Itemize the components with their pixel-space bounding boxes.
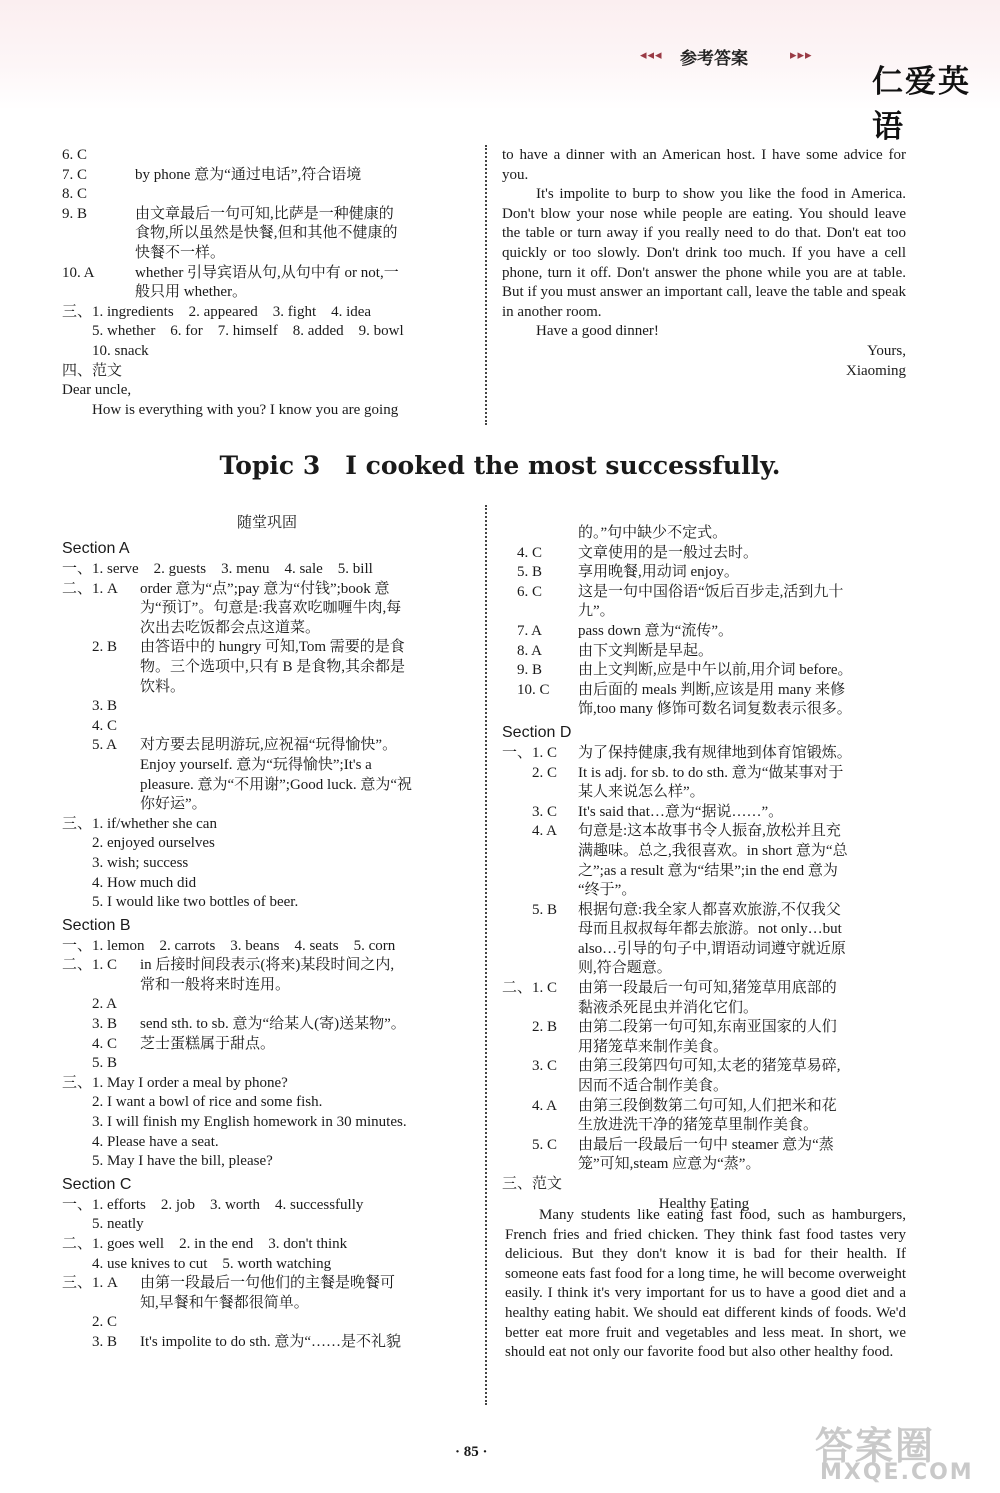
answer-number: 一、1. lemon 2. carrots 3. beans 4. seats 5. corn — [62, 937, 396, 954]
answer-line — [502, 901, 906, 921]
answer-explanation: 由第三段倒数第二句可知,人们把米和花 — [578, 1097, 837, 1114]
answer-line — [502, 881, 906, 901]
answer-line — [62, 322, 472, 342]
answer-explanation: 满趣味。总之,我很喜欢。in short 意为“总 — [578, 842, 848, 859]
answer-line — [62, 1093, 472, 1113]
answer-line — [62, 342, 472, 362]
header-arrows-left: ◂◂◂ — [640, 48, 663, 63]
answer-explanation: 知,早餐和午餐都很简单。 — [140, 1294, 309, 1311]
answer-number: 三、1. A — [62, 1275, 118, 1292]
answer-explanation: It is adj. for sb. to do sth. 意为“做某事对于 — [578, 764, 844, 781]
answer-line — [62, 381, 472, 401]
answer-line — [62, 1196, 472, 1216]
essay-body: Many students like eating fast food, such as hamburgers, French fries and fried chicken. They think fast food tastes very delicious. But they don't know it is bad for their health. If someone eats fast food for a long time, he will become overweight easily. I think it's very important for us to have a good diet and a healthy eating habit. We should eat different kinds of foods. We'd better eat more fruit and vegetables and less meat. In short, we should eat not only our favorite food but also other healthy food. — [505, 1207, 906, 1361]
answer-number: 10. A — [62, 264, 95, 281]
answer-line — [502, 862, 906, 882]
answer-explanation: 由上文判断,应是中午以前,用介词 before。 — [578, 662, 853, 679]
column-divider-bottom — [485, 505, 487, 1405]
answer-explanation: It's said that…意为“据说……”。 — [578, 803, 784, 820]
answer-explanation: 生放进洗干净的猪笼草里制作美食。 — [578, 1117, 819, 1134]
answer-line — [502, 1077, 906, 1097]
answer-line — [502, 681, 906, 701]
answer-explanation: 对方要去昆明游玩,应祝福“玩得愉快”。 — [140, 737, 398, 754]
answer-line — [502, 1097, 906, 1117]
right-column-answers — [502, 524, 906, 1214]
answer-line — [62, 303, 472, 323]
answer-line — [502, 700, 906, 720]
answer-line — [62, 1074, 472, 1094]
answer-number: How is everything with you? I know you are going — [62, 401, 399, 418]
answer-line — [62, 580, 472, 600]
answer-explanation: 常和一般将来时连用。 — [140, 976, 291, 993]
answer-line — [62, 854, 472, 874]
answer-number: 5. I would like two bottles of beer. — [62, 894, 299, 911]
answer-explanation: 由第一段最后一句他们的主餐是晚餐可 — [140, 1275, 396, 1292]
answer-line — [62, 560, 472, 580]
answer-number: 5. May I have the bill, please? — [62, 1153, 273, 1170]
answer-explanation: 食物,所以虽然是快餐,但和其他不健康的 — [135, 225, 398, 242]
answer-explanation: 为“预订”。句意是:我喜欢吃咖喱牛肉,每 — [140, 600, 402, 617]
answer-line — [62, 205, 472, 225]
answer-line — [62, 185, 472, 205]
answer-line — [502, 622, 906, 642]
answer-line — [62, 1333, 472, 1353]
header-label: 参考答案 — [680, 49, 748, 69]
answer-number: 2. I want a bowl of rice and some fish. — [62, 1094, 323, 1111]
answer-line — [62, 599, 472, 619]
answer-number: 一、1. efforts 2. job 3. worth 4. successfully — [62, 1196, 364, 1213]
answer-line — [62, 976, 472, 996]
centered-heading: Healthy Eating — [658, 1195, 750, 1212]
answer-number: 2. enjoyed ourselves — [62, 835, 215, 852]
answer-number: 3. B — [62, 1016, 118, 1033]
answer-explanation: 九”。 — [578, 603, 615, 620]
answer-explanation: 你好运”。 — [140, 796, 207, 813]
header-brand: 仁爱英语 — [872, 64, 971, 145]
answer-number: 5. B — [502, 564, 543, 581]
header-arrows-right: ▸▸▸ — [790, 48, 813, 63]
answer-number: 5. C — [502, 1136, 558, 1153]
answer-number: 6. C — [62, 147, 88, 163]
answer-line — [502, 661, 906, 681]
answer-line — [502, 544, 906, 564]
answer-number: 一、1. serve 2. guests 3. menu 4. sale 5. bill — [62, 561, 373, 577]
answer-explanation: pleasure. 意为“不用谢”;Good luck. 意为“祝 — [140, 776, 413, 793]
answer-number: 10. snack — [62, 342, 149, 359]
answer-line — [502, 842, 906, 862]
section-heading: Section A — [62, 540, 130, 557]
answer-line — [62, 638, 472, 658]
answer-line — [62, 264, 472, 284]
answer-line — [502, 642, 906, 662]
answer-line — [502, 524, 906, 544]
answer-line — [62, 1113, 472, 1133]
answer-explanation: 笼”可知,steam 应意为“蒸”。 — [578, 1156, 761, 1173]
answer-explanation: 次出去吃饭都会点这道菜。 — [140, 619, 321, 636]
answer-line — [502, 959, 906, 979]
answer-explanation: 根据句意:我全家人都喜欢旅游,不仅我父 — [578, 901, 841, 918]
answer-explanation: 物。三个选项中,只有 B 是食物,其余都是 — [140, 658, 406, 675]
answer-line — [502, 822, 906, 842]
answer-number: 二、1. C — [502, 980, 558, 997]
answer-line — [62, 1313, 472, 1333]
answer-number: 二、1. A — [62, 580, 118, 597]
answer-number: 2. A — [62, 996, 118, 1013]
answer-line — [62, 937, 472, 957]
top-left-answers — [62, 146, 472, 420]
answer-line — [62, 815, 472, 835]
answer-line — [62, 1294, 472, 1314]
answer-explanation: 为了保持健康,我有规律地到体育馆锻炼。 — [578, 744, 852, 761]
answer-line — [62, 756, 472, 776]
answer-line — [62, 893, 472, 913]
answer-explanation: 由后面的 meals 判断,应该是用 many 来修 — [578, 681, 846, 698]
answer-explanation: also…引导的句子中,谓语动词遵守就近原 — [578, 940, 846, 957]
answer-explanation: 由最后一段最后一句中 steamer 意为“蒸 — [578, 1136, 834, 1153]
answer-number: 3. I will finish my English homework in 30 minutes. — [62, 1114, 407, 1131]
answer-explanation: 则,符合题意。 — [578, 960, 672, 977]
answer-explanation: 用猪笼草来制作美食。 — [578, 1038, 729, 1055]
answer-number: 3. wish; success — [62, 854, 189, 871]
answer-explanation: 由第一段最后一句可知,猪笼草用底部的 — [578, 980, 837, 997]
answer-explanation: 文章使用的是一般过去时。 — [578, 544, 759, 561]
centered-heading: 随堂巩固 — [236, 515, 297, 531]
answer-line — [62, 1054, 472, 1074]
answer-line — [62, 834, 472, 854]
answer-line — [502, 1057, 906, 1077]
answer-line — [62, 717, 472, 737]
answer-explanation: 黏液杀死昆虫并消化它们。 — [578, 999, 759, 1016]
answer-explanation: send sth. to sb. 意为“给某人(寄)送某物”。 — [140, 1016, 406, 1033]
answer-explanation: 饰,too many 修饰可数名词复数表示很多。 — [578, 701, 852, 718]
answer-line — [502, 1018, 906, 1038]
answer-explanation: 某人来说怎么样”。 — [578, 784, 705, 801]
answer-explanation: by phone 意为“通过电话”,符合语境 — [135, 166, 362, 183]
answer-line — [62, 795, 472, 815]
answer-number: 3. C — [502, 1058, 558, 1075]
answer-number: 4. C — [502, 544, 543, 561]
left-column-answers — [62, 510, 472, 1353]
answer-number: 9. B — [62, 205, 88, 222]
answer-line — [502, 803, 906, 823]
answer-number: 5. B — [502, 901, 558, 918]
answer-number: Dear uncle, — [62, 382, 132, 399]
answer-line — [62, 224, 472, 244]
answer-number: 8. A — [502, 642, 543, 659]
answer-explanation: 由第三段第四句可知,太老的猪笼草易碎, — [578, 1058, 841, 1075]
answer-line — [62, 1015, 472, 1035]
essay-paragraph-3: Have a good dinner! — [536, 323, 659, 340]
answer-line — [62, 678, 472, 698]
answer-number: 8. C — [62, 186, 88, 203]
answer-explanation: 由答语中的 hungry 可知,Tom 需要的是食 — [140, 639, 405, 656]
answer-line — [502, 1136, 906, 1156]
answer-number: 4. C — [62, 1035, 118, 1052]
answer-line — [62, 1152, 472, 1172]
answer-number: 4. Please have a seat. — [62, 1133, 219, 1150]
answer-line — [502, 999, 906, 1019]
answer-line — [62, 956, 472, 976]
answer-number: 4. A — [502, 823, 558, 840]
answer-number: 4. How much did — [62, 874, 197, 891]
answer-number: 5. B — [62, 1055, 118, 1072]
answer-explanation: 句意是:这本故事书令人振奋,放松并且充 — [578, 823, 841, 840]
essay-signature: Xiaoming — [846, 362, 906, 379]
answer-line — [62, 776, 472, 796]
answer-number: 5. A — [62, 737, 118, 754]
page-number: · 85 · — [455, 1444, 488, 1460]
answer-number: 三、1. if/whether she can — [62, 815, 217, 832]
answer-explanation: 般只用 whether。 — [135, 284, 248, 301]
answer-explanation: 芝士蛋糕属于甜点。 — [140, 1035, 276, 1052]
answer-number: 2. C — [62, 1314, 118, 1331]
answer-line — [62, 874, 472, 894]
answer-line — [62, 995, 472, 1015]
answer-line — [502, 1175, 906, 1195]
answer-explanation: 的。”句中缺少不定式。 — [578, 525, 728, 541]
answer-line — [502, 1155, 906, 1175]
answer-number: 三、1. ingredients 2. appeared 3. fight 4. idea — [62, 303, 372, 320]
answer-line — [62, 244, 472, 264]
answer-line — [62, 146, 472, 166]
answer-line — [62, 283, 472, 303]
header-band — [0, 0, 1000, 110]
answer-number: 9. B — [502, 662, 543, 679]
answer-line — [62, 1035, 472, 1055]
answer-line — [62, 658, 472, 678]
watermark-url: MXQE.COM — [820, 1460, 974, 1485]
answer-number: 2. B — [502, 1019, 558, 1036]
essay-closing: Yours, — [867, 342, 906, 359]
answer-line — [502, 979, 906, 999]
answer-number: 5. neatly — [62, 1216, 144, 1233]
answer-number: 一、1. C — [502, 744, 558, 761]
answer-explanation: 由第二段第一句可知,东南亚国家的人们 — [578, 1019, 837, 1036]
answer-explanation: 享用晚餐,用动词 enjoy。 — [578, 564, 739, 581]
answer-number: 3. B — [62, 1333, 118, 1350]
answer-number: 3. B — [62, 698, 118, 715]
answer-explanation: 快餐不一样。 — [135, 244, 226, 261]
answer-number: 2. B — [62, 639, 118, 656]
answer-explanation: order 意为“点”;pay 意为“付钱”;book 意 — [140, 580, 390, 597]
answer-line — [502, 1116, 906, 1136]
answer-line — [62, 1255, 472, 1275]
answer-line — [502, 920, 906, 940]
answer-explanation: Enjoy yourself. 意为“玩得愉快”;It's a — [140, 756, 372, 773]
answer-number: 二、1. goes well 2. in the end 3. don't think — [62, 1236, 348, 1252]
answer-line — [62, 697, 472, 717]
answer-explanation: in 后接时间段表示(将来)某段时间之内, — [140, 957, 395, 974]
essay-paragraph-2: It's impolite to burp to show you like the food in America. Don't blow your nose while people are eating. You should leave the table or turn away if you really need to do that. Don't eat too quickly or too slowly. Don't drink too much. If you have a cell phone, turn it off. Don't answer the phone while you are at table. But if you must answer an important call, leave the table and speak in another room. — [502, 186, 906, 320]
answer-explanation: 由下文判断是早起。 — [578, 642, 714, 659]
answer-line — [502, 940, 906, 960]
answer-line — [62, 1274, 472, 1294]
answer-line — [502, 583, 906, 603]
answer-explanation: 饮料。 — [140, 678, 186, 695]
answer-explanation: It's impolite to do sth. 意为“……是不礼貌 — [140, 1333, 402, 1350]
answer-line — [62, 401, 472, 421]
answer-number: 7. A — [502, 622, 543, 639]
top-right-essay — [502, 146, 906, 381]
answer-line — [502, 563, 906, 583]
answer-line — [62, 1235, 472, 1255]
answer-number: 2. C — [502, 764, 558, 781]
answer-line — [502, 744, 906, 764]
answer-number: 6. C — [502, 583, 543, 600]
section-heading: Section C — [62, 1175, 132, 1193]
column-divider-top — [485, 145, 487, 425]
answer-line — [62, 736, 472, 756]
answer-number: 4. C — [62, 717, 118, 734]
answer-number: 二、1. C — [62, 957, 118, 974]
answer-number: 三、1. May I order a meal by phone? — [62, 1074, 288, 1091]
answer-explanation: 母而且叔叔每年都去旅游。not only…but — [578, 921, 842, 938]
answer-explanation: pass down 意为“流传”。 — [578, 622, 733, 639]
topic-title: Topic 3 I cooked the most successfully. — [219, 451, 781, 480]
answer-explanation: 这是一句中国俗语“饭后百步走,活到九十 — [578, 583, 844, 600]
answer-line — [62, 362, 472, 382]
section-heading: Section D — [502, 723, 572, 741]
answer-line — [62, 166, 472, 186]
answer-number: 三、范文 — [502, 1176, 563, 1192]
watermark-logo: 答案圈 — [815, 1424, 936, 1468]
answer-line — [62, 619, 472, 639]
answer-explanation: 因而不适合制作美食。 — [578, 1078, 729, 1095]
answer-explanation: 之”;as a result 意为“结果”;in the end 意为 — [578, 862, 838, 879]
answer-number: 4. A — [502, 1097, 558, 1114]
answer-line — [62, 1215, 472, 1235]
essay-healthy-eating — [505, 1206, 906, 1363]
answer-line — [502, 783, 906, 803]
answer-number: 7. C — [62, 166, 88, 183]
essay-paragraph-1: to have a dinner with an American host. I have some advice for you. — [502, 147, 906, 183]
answer-number: 四、范文 — [62, 362, 123, 379]
answer-number: 4. use knives to cut 5. worth watching — [62, 1255, 332, 1272]
answer-number: 5. whether 6. for 7. himself 8. added 9. bowl — [62, 323, 404, 340]
answer-line — [62, 1133, 472, 1153]
section-heading: Section B — [62, 916, 131, 934]
answer-line — [502, 602, 906, 622]
answer-explanation: 由文章最后一句可知,比萨是一种健康的 — [135, 205, 394, 222]
answer-explanation: whether 引导宾语从句,从句中有 or not,一 — [135, 264, 399, 281]
answer-line — [502, 764, 906, 784]
answer-number: 10. C — [502, 681, 550, 698]
answer-line — [502, 1038, 906, 1058]
answer-number: 3. C — [502, 803, 558, 820]
answer-explanation: “终于”。 — [578, 882, 637, 899]
